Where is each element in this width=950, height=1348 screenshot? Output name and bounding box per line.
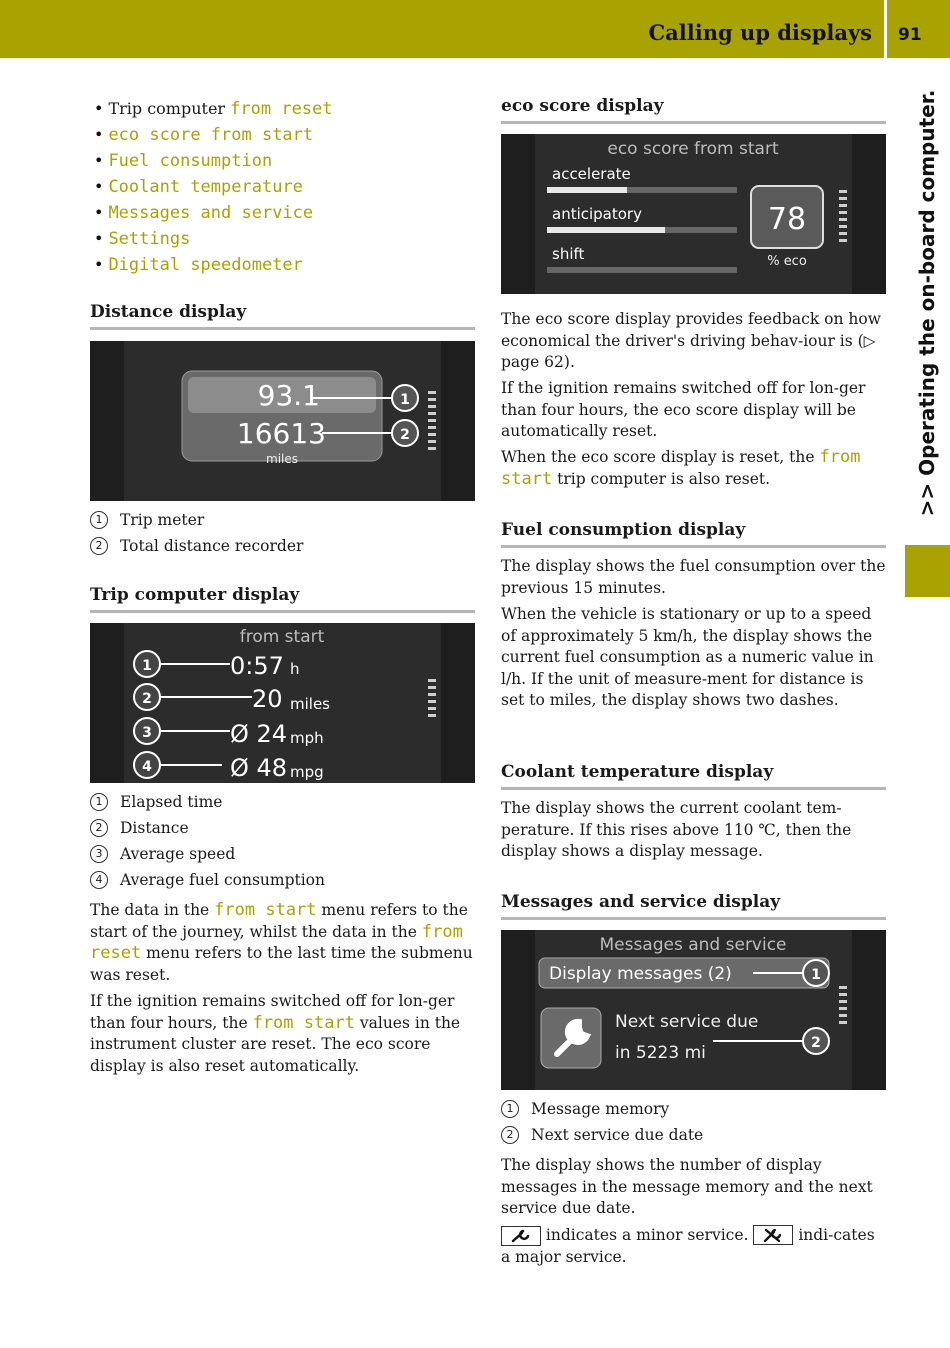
coolant-paragraph: The display shows the current coolant tem-perature. If this rises above 110 ℃, then the display shows a display message.: [501, 799, 852, 860]
double-wrench-icon: [753, 1225, 793, 1245]
eco-score-label: % eco: [767, 254, 807, 269]
list-item: • eco score from start: [94, 122, 333, 148]
row-unit: mpg: [290, 763, 324, 781]
callout-item: 3 Average speed: [90, 841, 325, 867]
eco-paragraph-2: If the ignition remains switched off for lon-ger than four hours, the eco score display will be automatically reset.: [501, 379, 866, 440]
section-rule: [501, 917, 886, 920]
svg-text:4: 4: [142, 759, 152, 775]
distance-heading: Distance display: [90, 302, 247, 322]
messages-screen: [501, 930, 886, 1090]
side-tab-marker: [905, 545, 950, 597]
section-rule: [90, 327, 475, 330]
row-unit: miles: [290, 695, 330, 713]
unit-label: miles: [266, 452, 298, 466]
svg-text:2: 2: [400, 427, 410, 443]
side-section-label: >> Operating the on-board computer.: [915, 89, 939, 517]
row-value: Ø 24: [230, 720, 288, 748]
list-item: • Settings: [94, 226, 333, 252]
menu-list: [94, 96, 333, 278]
callout-item: 2 Total distance recorder: [90, 533, 303, 559]
row-value: 0:57: [230, 652, 284, 680]
bar-label: accelerate: [552, 165, 631, 183]
eco-screen: [501, 134, 886, 294]
section-rule: [501, 545, 886, 548]
eco-paragraph-1: The eco score display provides feedback on how economical the driver's driving behav-iour is (▷ page 62).: [501, 310, 881, 371]
eco-bar-accelerate: [547, 187, 627, 193]
trip-computer-callouts: [90, 789, 325, 893]
callout-item: 2 Distance: [90, 815, 325, 841]
row-value: Ø 48: [230, 754, 288, 782]
trip-computer-heading: Trip computer display: [90, 585, 300, 605]
row-value: 20: [252, 685, 283, 713]
trip-paragraph-2: If the ignition remains switched off for lon-ger than four hours, the from start values in the instrument cluster are reset. The eco score display is also reset automatically.: [90, 992, 461, 1075]
distance-screen: [90, 341, 475, 501]
svg-text:2: 2: [811, 1035, 821, 1051]
list-item: • Messages and service: [94, 200, 333, 226]
callout-item: 1 Message memory: [501, 1096, 703, 1122]
eco-score: 78: [767, 202, 807, 237]
row-unit: h: [290, 660, 300, 678]
next-service-label: Next service due: [615, 1012, 759, 1032]
section-rule: [501, 787, 886, 790]
header-divider: [884, 0, 887, 58]
callout-item: 4 Average fuel consumption: [90, 867, 325, 893]
svg-text:2: 2: [142, 691, 152, 707]
messages-heading: Messages and service display: [501, 892, 781, 912]
eco-paragraph-3: When the eco score display is reset, the from start trip computer is also reset.: [501, 447, 861, 489]
section-rule: [90, 610, 475, 613]
page-header: [0, 0, 950, 58]
fuel-paragraph-1: The display shows the fuel consumption over the previous 15 minutes.: [501, 557, 886, 597]
messages-paragraph-2: indicates a minor service. indi-cates a major service.: [501, 1226, 875, 1266]
coolant-heading: Coolant temperature display: [501, 762, 774, 782]
fuel-paragraph-2: When the vehicle is stationary or up to a speed of approximately 5 km/h, the display shows the current fuel consumption as a numeric value in l/h. If the unit of measure-ment for distance is set to miles, the display shows two dashes.: [501, 605, 874, 709]
messages-paragraph-1: The display shows the number of display messages in the message memory and the next service due date.: [501, 1156, 873, 1217]
wrench-icon: [501, 1226, 541, 1246]
distance-callouts: [90, 507, 303, 559]
svg-text:3: 3: [142, 725, 152, 741]
eco-heading: eco score display: [501, 96, 664, 116]
trip-paragraph-1: The data in the from start menu refers to the start of the journey, whilst the data in the from reset menu refers to the last time the submenu was reset.: [90, 900, 473, 984]
list-item: • Fuel consumption: [94, 148, 333, 174]
screen-title: Messages and service: [599, 935, 787, 955]
display-messages-row: Display messages (2): [549, 964, 732, 984]
trip-value: 93.1: [257, 379, 320, 412]
trip-computer-screen: [90, 623, 475, 783]
wrench-icon: [541, 1008, 601, 1068]
svg-text:1: 1: [400, 392, 410, 408]
callout-item: 1 Elapsed time: [90, 789, 325, 815]
messages-callouts: [501, 1096, 703, 1148]
svg-text:1: 1: [142, 658, 152, 674]
section-rule: [501, 121, 886, 124]
list-item: • Trip computer from reset: [94, 96, 333, 122]
bar-label: shift: [552, 245, 585, 263]
header-title: Calling up displays: [648, 20, 872, 45]
callout-item: 1 Trip meter: [90, 507, 303, 533]
callout-item: 2 Next service due date: [501, 1122, 703, 1148]
page-number: 91: [898, 25, 922, 45]
list-item: • Digital speedometer: [94, 252, 333, 278]
list-item: • Coolant temperature: [94, 174, 333, 200]
next-service-value: in 5223 mi: [615, 1043, 706, 1063]
total-value: 16613: [236, 417, 326, 450]
bar-label: anticipatory: [552, 205, 642, 223]
fuel-heading: Fuel consumption display: [501, 520, 746, 540]
row-unit: mph: [290, 729, 324, 747]
screen-title: from start: [239, 627, 325, 647]
screen-title: eco score from start: [607, 139, 779, 159]
svg-text:1: 1: [811, 967, 821, 983]
eco-bar-anticipatory: [547, 227, 665, 233]
